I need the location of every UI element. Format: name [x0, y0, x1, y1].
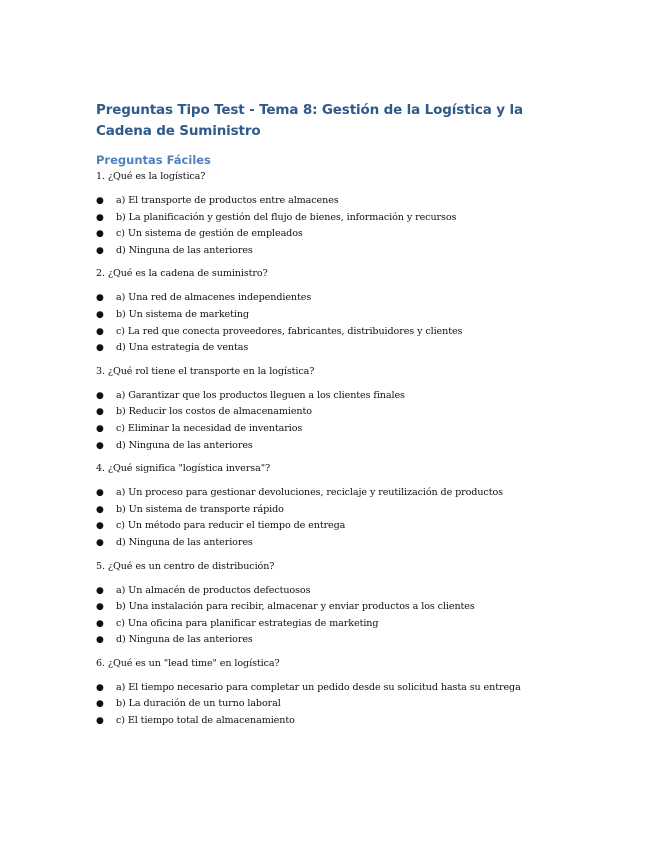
section-title: Preguntas Fáciles [96, 153, 211, 167]
option-item [96, 632, 566, 649]
bullet-icon: ● [96, 407, 104, 418]
option-text: a) El tiempo necesario para completar un pedido desde su solicitud hasta su entrega [116, 681, 521, 693]
option-text: b) Un sistema de transporte rápido [116, 503, 284, 515]
bullet-icon: ● [96, 196, 104, 206]
option-item [96, 616, 566, 633]
option-list [96, 485, 566, 551]
bullet-icon: ● [96, 390, 104, 401]
question-text: 3. ¿Qué rol tiene el transporte en la logística? [96, 365, 315, 377]
question-block [96, 657, 566, 730]
option-text: b) Reducir los costos de almacenamiento [116, 406, 312, 418]
question-block [96, 267, 566, 356]
question-text: 4. ¿Qué significa "logística inversa"? [96, 463, 271, 475]
option-item [96, 518, 566, 535]
question-list [96, 170, 566, 730]
option-text: a) Una red de almacenes independientes [116, 292, 312, 304]
option-text: d) Ninguna de las anteriores [116, 439, 253, 451]
option-item [96, 340, 566, 357]
bullet-icon: ● [96, 682, 104, 693]
bullet-icon: ● [96, 585, 104, 596]
option-item [96, 193, 566, 210]
option-text: b) Una instalación para recibir, almacenar y enviar productos a los clientes [116, 601, 475, 613]
option-item [96, 290, 566, 307]
bullet-icon: ● [96, 716, 104, 727]
bullet-icon: ● [96, 618, 104, 629]
bullet-icon: ● [96, 229, 104, 240]
bullet-icon: ● [96, 423, 104, 434]
question-block [96, 170, 566, 259]
option-text: b) La duración de un turno laboral [116, 698, 281, 710]
option-text: b) Un sistema de marketing [116, 308, 249, 320]
option-list [96, 583, 566, 649]
option-text: d) Ninguna de las anteriores [116, 634, 253, 646]
option-item [96, 210, 566, 227]
option-text: a) Un proceso para gestionar devoluciones, reciclaje y reutilización de productos [116, 487, 503, 499]
option-list [96, 290, 566, 356]
option-item [96, 226, 566, 243]
option-text: c) Un método para reducir el tiempo de entrega [116, 520, 346, 532]
option-text: c) El tiempo total de almacenamiento [116, 715, 295, 727]
bullet-icon: ● [96, 635, 104, 646]
bullet-icon: ● [96, 309, 104, 320]
bullet-icon: ● [96, 699, 104, 710]
option-text: d) Ninguna de las anteriores [116, 244, 253, 256]
bullet-icon: ● [96, 326, 104, 337]
option-text: c) Un sistema de gestión de empleados [116, 228, 303, 240]
bullet-icon: ● [96, 440, 104, 451]
option-list [96, 193, 566, 259]
option-text: d) Ninguna de las anteriores [116, 536, 253, 548]
bullet-icon: ● [96, 521, 104, 532]
question-block [96, 462, 566, 551]
bullet-icon: ● [96, 537, 104, 548]
option-item [96, 404, 566, 421]
option-text: a) Un almacén de productos defectuosos [116, 584, 311, 596]
option-item [96, 307, 566, 324]
bullet-icon: ● [96, 488, 104, 499]
option-text: c) Una oficina para planificar estrategias de marketing [116, 617, 379, 629]
question-text: 2. ¿Qué es la cadena de suministro? [96, 268, 268, 280]
option-item [96, 388, 566, 405]
question-text: 6. ¿Qué es un "lead time" en logística? [96, 657, 280, 669]
option-text: c) La red que conecta proveedores, fabricantes, distribuidores y clientes [116, 325, 463, 337]
option-item [96, 535, 566, 552]
option-item [96, 438, 566, 455]
option-text: b) La planificación y gestión del flujo de bienes, información y recursos [116, 211, 457, 223]
option-item [96, 583, 566, 600]
option-text: c) Eliminar la necesidad de inventarios [116, 422, 303, 434]
option-list [96, 388, 566, 454]
option-item [96, 696, 566, 713]
option-text: a) El transporte de productos entre almacenes [116, 195, 339, 206]
document-title: Preguntas Tipo Test - Tema 8: Gestión de la Logística y la Cadena de Suministro [96, 102, 523, 139]
question-text: 1. ¿Qué es la logística? [96, 171, 206, 182]
question-block [96, 365, 566, 454]
option-item [96, 421, 566, 438]
option-item [96, 243, 566, 260]
option-item [96, 324, 566, 341]
question-block [96, 560, 566, 649]
option-item [96, 680, 566, 697]
document-page [96, 100, 566, 738]
option-item [96, 599, 566, 616]
bullet-icon: ● [96, 245, 104, 256]
option-text: a) Garantizar que los productos lleguen a los clientes finales [116, 389, 405, 401]
bullet-icon: ● [96, 602, 104, 613]
option-item [96, 713, 566, 730]
bullet-icon: ● [96, 504, 104, 515]
option-item [96, 502, 566, 519]
bullet-icon: ● [96, 343, 104, 354]
bullet-icon: ● [96, 293, 104, 304]
bullet-icon: ● [96, 212, 104, 223]
option-list [96, 680, 566, 730]
question-text: 5. ¿Qué es un centro de distribución? [96, 560, 275, 572]
option-text: d) Una estrategia de ventas [116, 342, 249, 354]
option-item [96, 485, 566, 502]
